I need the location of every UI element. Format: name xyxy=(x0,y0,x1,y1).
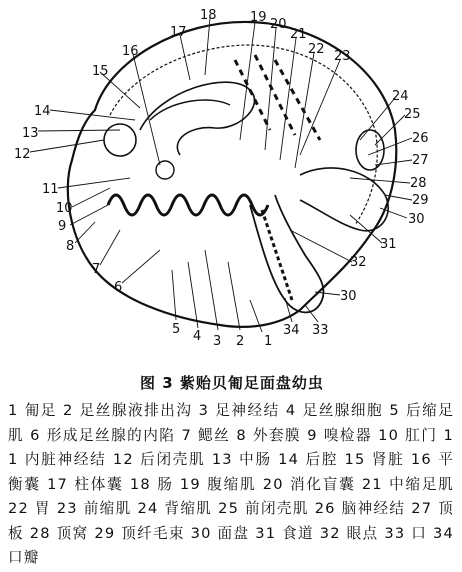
part-label-10: 10 xyxy=(56,201,73,216)
part-label-22: 22 xyxy=(308,42,325,57)
part-label-9: 9 xyxy=(58,219,67,234)
digestive-caecum xyxy=(235,55,320,140)
part-label-5: 5 xyxy=(172,322,181,337)
figure-caption xyxy=(4,368,460,571)
part-label-8: 8 xyxy=(66,239,75,254)
statocyst xyxy=(156,161,174,179)
hind-gut xyxy=(150,100,230,120)
posterior-adductor xyxy=(104,124,136,156)
part-label-21: 21 xyxy=(290,27,307,42)
mantle-line xyxy=(110,45,377,225)
part-label-27: 27 xyxy=(412,153,429,168)
part-label-31: 31 xyxy=(380,237,397,252)
part-label-3: 3 xyxy=(213,334,222,349)
part-label-13: 13 xyxy=(22,126,39,141)
intestine xyxy=(140,82,255,155)
part-label-16: 16 xyxy=(122,44,139,59)
part-label-24: 24 xyxy=(392,89,409,104)
part-label-15: 15 xyxy=(92,64,109,79)
part-label-25: 25 xyxy=(404,107,421,122)
part-label-28: 28 xyxy=(410,176,427,191)
part-label-12: 12 xyxy=(14,147,31,162)
part-label-26: 26 xyxy=(412,131,429,146)
figure-legend: 1 匍足 2 足丝腺液排出沟 3 足神经结 4 足丝腺细胞 5 后缩足肌 6 形成足丝腺的内陷 7 鳃丝 8 外套膜 9 嗅检器 10 肛门 11 内脏神经结 12 后闭壳肌 13 中肠 14 后腔 15 肾脏 16 平衡囊 17 柱体囊 18 肠 19 腹缩肌 20 消化盲囊 21 中缩足肌 22 胃 23 前缩肌 24 背缩肌 25 前闭壳肌 26 脑神经结 27 顶板 28 顶窝 29 顶纤毛束 30 面盘 31 食道 32 眼点 33 口 34 口瓣 xyxy=(8,402,455,566)
part-label-30a: 30 xyxy=(408,212,425,227)
foot xyxy=(250,195,324,312)
part-label-30b: 30 xyxy=(340,289,357,304)
part-label-19: 19 xyxy=(250,10,267,25)
part-label-6: 6 xyxy=(114,280,123,295)
part-label-1: 1 xyxy=(264,334,273,349)
figure-title: 图 3 紫贻贝匍足面盘幼虫 xyxy=(140,374,324,392)
part-label-20: 20 xyxy=(270,17,287,32)
part-label-7: 7 xyxy=(92,262,101,277)
part-label-2: 2 xyxy=(236,334,245,349)
part-label-4: 4 xyxy=(193,329,202,344)
part-label-34: 34 xyxy=(283,323,300,338)
part-label-33: 33 xyxy=(312,323,329,338)
part-label-23: 23 xyxy=(334,49,351,64)
part-label-32: 32 xyxy=(350,255,367,270)
part-label-11: 11 xyxy=(42,182,59,197)
part-label-14: 14 xyxy=(34,104,51,119)
part-label-17: 17 xyxy=(170,25,187,40)
part-label-18: 18 xyxy=(200,8,217,23)
part-label-29: 29 xyxy=(412,193,429,208)
gill-filaments xyxy=(108,195,268,215)
